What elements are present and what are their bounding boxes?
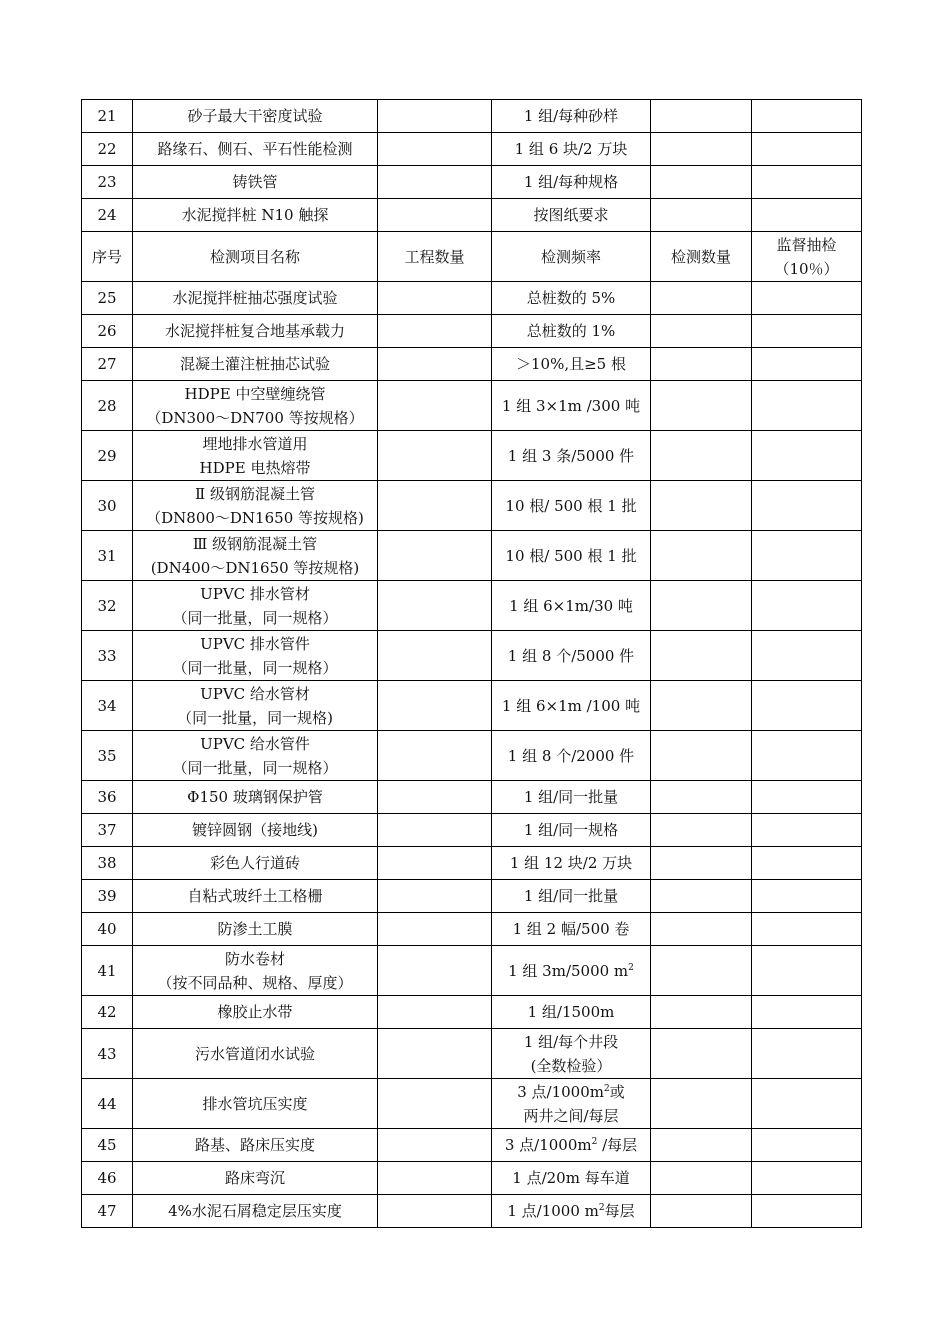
item-name-line: Φ150 玻璃钢保护管 bbox=[187, 788, 323, 806]
supervision-sample bbox=[752, 996, 862, 1029]
test-count bbox=[651, 731, 752, 781]
test-count bbox=[651, 996, 752, 1029]
item-name bbox=[133, 166, 378, 199]
test-frequency-line: 1 组 12 块/2 万块 bbox=[509, 854, 633, 872]
header-supervision bbox=[752, 232, 862, 282]
table-row bbox=[82, 814, 862, 847]
header-quantity: 工程数量 bbox=[378, 232, 492, 282]
test-count bbox=[651, 348, 752, 381]
row-number: 32 bbox=[82, 581, 133, 631]
test-count bbox=[651, 199, 752, 232]
supervision-sample bbox=[752, 946, 862, 996]
test-frequency-line: 总桩数的 5% bbox=[526, 289, 616, 307]
test-count bbox=[651, 814, 752, 847]
test-frequency-line: 按图纸要求 bbox=[533, 206, 609, 224]
table-row bbox=[82, 731, 862, 781]
item-name bbox=[133, 1162, 378, 1195]
supervision-sample bbox=[752, 781, 862, 814]
row-number: 21 bbox=[82, 100, 133, 133]
row-number: 25 bbox=[82, 282, 133, 315]
item-name-line: UPVC 排水管件 bbox=[200, 634, 310, 653]
item-name-line: 污水管道闭水试验 bbox=[194, 1044, 315, 1063]
test-frequency-line: 1 组/1500m bbox=[527, 1003, 615, 1021]
item-name-line: 排水管坑压实度 bbox=[202, 1094, 308, 1113]
table-row bbox=[82, 1129, 862, 1162]
test-frequency-line: 1 组 8 个/5000 件 bbox=[507, 646, 635, 665]
item-name-line: （同一批量，同一规格） bbox=[172, 758, 338, 777]
supervision-sample bbox=[752, 814, 862, 847]
item-name bbox=[133, 1195, 378, 1228]
test-frequency bbox=[492, 913, 651, 946]
item-name bbox=[133, 814, 378, 847]
engineering-quantity bbox=[378, 431, 492, 481]
test-frequency-line: 总桩数的 1% bbox=[526, 322, 616, 340]
item-name bbox=[133, 531, 378, 581]
supervision-sample bbox=[752, 348, 862, 381]
test-count bbox=[651, 1195, 752, 1228]
test-frequency bbox=[492, 1162, 651, 1195]
test-count bbox=[651, 1029, 752, 1079]
test-frequency-line: 1 组/同一批量 bbox=[523, 887, 619, 905]
supervision-sample bbox=[752, 315, 862, 348]
test-count bbox=[651, 282, 752, 315]
item-name bbox=[133, 381, 378, 431]
row-number: 27 bbox=[82, 348, 133, 381]
table-row bbox=[82, 282, 862, 315]
item-name bbox=[133, 631, 378, 681]
table-row bbox=[82, 166, 862, 199]
header-name: 检测项目名称 bbox=[133, 232, 378, 282]
test-frequency bbox=[492, 381, 651, 431]
item-name bbox=[133, 1029, 378, 1079]
test-frequency-line: 1 组/同一批量 bbox=[523, 788, 619, 806]
row-number: 39 bbox=[82, 880, 133, 913]
item-name bbox=[133, 1129, 378, 1162]
supervision-sample bbox=[752, 1029, 862, 1079]
item-name-line: （同一批量，同一规格） bbox=[172, 658, 338, 677]
engineering-quantity bbox=[378, 348, 492, 381]
table-row bbox=[82, 1029, 862, 1079]
item-name-line: 埋地排水管道用 bbox=[202, 434, 308, 453]
supervision-sample bbox=[752, 481, 862, 531]
row-number: 30 bbox=[82, 481, 133, 531]
item-name-line: 4%水泥石屑稳定层压实度 bbox=[168, 1202, 342, 1220]
inspection-table bbox=[81, 99, 862, 1228]
table-header-row bbox=[82, 232, 862, 282]
engineering-quantity bbox=[378, 581, 492, 631]
supervision-sample bbox=[752, 631, 862, 681]
engineering-quantity bbox=[378, 282, 492, 315]
item-name bbox=[133, 880, 378, 913]
test-count bbox=[651, 481, 752, 531]
test-frequency bbox=[492, 166, 651, 199]
table-row bbox=[82, 581, 862, 631]
table-row bbox=[82, 381, 862, 431]
test-frequency bbox=[492, 880, 651, 913]
test-frequency bbox=[492, 348, 651, 381]
engineering-quantity bbox=[378, 100, 492, 133]
test-frequency bbox=[492, 133, 651, 166]
test-count bbox=[651, 1162, 752, 1195]
supervision-sample bbox=[752, 199, 862, 232]
test-frequency bbox=[492, 315, 651, 348]
engineering-quantity bbox=[378, 133, 492, 166]
test-frequency bbox=[492, 431, 651, 481]
item-name-line: Ⅱ 级钢筋混凝土管 bbox=[195, 484, 315, 503]
test-frequency-line: (全数检验） bbox=[530, 1056, 612, 1075]
test-frequency bbox=[492, 814, 651, 847]
test-count bbox=[651, 100, 752, 133]
table-row bbox=[82, 880, 862, 913]
test-frequency-line: ＞10%,且≥5 根 bbox=[516, 355, 626, 373]
engineering-quantity bbox=[378, 381, 492, 431]
test-count bbox=[651, 133, 752, 166]
table-row bbox=[82, 781, 862, 814]
item-name-line: （DN300～DN700 等按规格） bbox=[146, 408, 364, 427]
row-number: 24 bbox=[82, 199, 133, 232]
test-frequency-line: 1 点/1000 $m^2$每层 bbox=[507, 1202, 635, 1220]
test-count bbox=[651, 681, 752, 731]
test-frequency bbox=[492, 996, 651, 1029]
engineering-quantity bbox=[378, 731, 492, 781]
test-frequency-line: 3 点$/1000m^2$ /每层 bbox=[504, 1136, 638, 1154]
item-name-line: 防渗土工膜 bbox=[217, 920, 293, 938]
item-name-line: 防水卷材 bbox=[224, 949, 285, 968]
table-row bbox=[82, 1079, 862, 1129]
engineering-quantity bbox=[378, 1162, 492, 1195]
header-supervision-line: 监督抽检 bbox=[776, 235, 837, 254]
test-count bbox=[651, 581, 752, 631]
item-name-line: 路缘石、侧石、平石性能检测 bbox=[157, 140, 353, 158]
row-number: 37 bbox=[82, 814, 133, 847]
test-count bbox=[651, 166, 752, 199]
test-frequency bbox=[492, 1195, 651, 1228]
engineering-quantity bbox=[378, 166, 492, 199]
item-name-line: （DN800～DN1650 等按规格) bbox=[146, 508, 364, 527]
engineering-quantity bbox=[378, 1195, 492, 1228]
engineering-quantity bbox=[378, 199, 492, 232]
test-frequency bbox=[492, 1029, 651, 1079]
row-number: 45 bbox=[82, 1129, 133, 1162]
row-number: 42 bbox=[82, 996, 133, 1029]
test-frequency bbox=[492, 282, 651, 315]
test-frequency bbox=[492, 199, 651, 232]
supervision-sample bbox=[752, 166, 862, 199]
test-frequency-line: 1 组/同一规格 bbox=[523, 821, 619, 839]
table-row bbox=[82, 431, 862, 481]
test-frequency-line: 1 组/每个井段 bbox=[523, 1032, 619, 1051]
supervision-sample bbox=[752, 133, 862, 166]
supervision-sample bbox=[752, 1195, 862, 1228]
engineering-quantity bbox=[378, 481, 492, 531]
test-frequency bbox=[492, 481, 651, 531]
test-frequency-line: 1 组 3m/5000 $m^2$ bbox=[508, 961, 634, 980]
table-row bbox=[82, 133, 862, 166]
test-frequency-line: 1 点/20m 每车道 bbox=[512, 1169, 630, 1187]
item-name bbox=[133, 315, 378, 348]
test-frequency bbox=[492, 100, 651, 133]
test-frequency bbox=[492, 1079, 651, 1129]
item-name bbox=[133, 913, 378, 946]
table-row bbox=[82, 315, 862, 348]
test-count bbox=[651, 431, 752, 481]
supervision-sample bbox=[752, 100, 862, 133]
item-name bbox=[133, 1079, 378, 1129]
item-name-line: UPVC 排水管材 bbox=[200, 584, 310, 603]
engineering-quantity bbox=[378, 880, 492, 913]
test-frequency bbox=[492, 847, 651, 880]
test-frequency-line: 3 点$/1000m^2$或 bbox=[517, 1082, 625, 1101]
item-name-line: HDPE 中空壁缠绕管 bbox=[184, 384, 326, 403]
test-frequency-line: 1 组 8 个/2000 件 bbox=[507, 746, 635, 765]
row-number: 26 bbox=[82, 315, 133, 348]
table-row bbox=[82, 199, 862, 232]
row-number: 41 bbox=[82, 946, 133, 996]
test-count bbox=[651, 946, 752, 996]
row-number: 46 bbox=[82, 1162, 133, 1195]
item-name bbox=[133, 133, 378, 166]
row-number: 47 bbox=[82, 1195, 133, 1228]
item-name bbox=[133, 996, 378, 1029]
supervision-sample bbox=[752, 1162, 862, 1195]
row-number: 40 bbox=[82, 913, 133, 946]
table-row bbox=[82, 348, 862, 381]
test-count bbox=[651, 781, 752, 814]
test-count bbox=[651, 315, 752, 348]
test-frequency-line: 10 根/ 500 根 1 批 bbox=[505, 546, 637, 565]
item-name-line: 水泥搅拌桩 N10 触探 bbox=[181, 206, 329, 224]
item-name-line: 路基、路床压实度 bbox=[194, 1136, 315, 1154]
test-frequency-line: 1 组 3×1m /300 吨 bbox=[501, 396, 641, 415]
item-name-line: 混凝土灌注桩抽芯试验 bbox=[179, 355, 330, 373]
item-name-line: 铸铁管 bbox=[232, 173, 278, 191]
row-number: 35 bbox=[82, 731, 133, 781]
supervision-sample bbox=[752, 1129, 862, 1162]
supervision-sample bbox=[752, 731, 862, 781]
test-count bbox=[651, 381, 752, 431]
supervision-sample bbox=[752, 681, 862, 731]
test-frequency bbox=[492, 631, 651, 681]
table-row bbox=[82, 1195, 862, 1228]
item-name-line: （按不同品种、规格、厚度） bbox=[157, 973, 353, 992]
item-name bbox=[133, 199, 378, 232]
table-row bbox=[82, 996, 862, 1029]
item-name-line: （同一批量，同一规格) bbox=[177, 708, 333, 727]
item-name bbox=[133, 847, 378, 880]
row-number: 38 bbox=[82, 847, 133, 880]
engineering-quantity bbox=[378, 631, 492, 681]
row-number: 28 bbox=[82, 381, 133, 431]
supervision-sample bbox=[752, 531, 862, 581]
item-name-line: 镀锌圆钢（接地线) bbox=[192, 821, 318, 839]
engineering-quantity bbox=[378, 946, 492, 996]
row-number: 34 bbox=[82, 681, 133, 731]
engineering-quantity bbox=[378, 1079, 492, 1129]
test-frequency-line: 10 根/ 500 根 1 批 bbox=[505, 496, 637, 515]
row-number: 44 bbox=[82, 1079, 133, 1129]
header-count: 检测数量 bbox=[651, 232, 752, 282]
item-name-line: UPVC 给水管材 bbox=[200, 684, 310, 703]
item-name-line: HDPE 电热熔带 bbox=[199, 458, 311, 477]
row-number: 22 bbox=[82, 133, 133, 166]
item-name-line: (DN400～DN1650 等按规格) bbox=[150, 558, 360, 577]
engineering-quantity bbox=[378, 913, 492, 946]
item-name-line: 水泥搅拌桩抽芯强度试验 bbox=[172, 289, 338, 307]
test-frequency-line: 1 组 6×1m/30 吨 bbox=[509, 596, 633, 615]
table-row bbox=[82, 1162, 862, 1195]
row-number: 43 bbox=[82, 1029, 133, 1079]
supervision-sample bbox=[752, 1079, 862, 1129]
test-count bbox=[651, 631, 752, 681]
test-frequency bbox=[492, 1129, 651, 1162]
item-name bbox=[133, 946, 378, 996]
row-number: 31 bbox=[82, 531, 133, 581]
table-row bbox=[82, 531, 862, 581]
test-count bbox=[651, 1079, 752, 1129]
item-name bbox=[133, 282, 378, 315]
engineering-quantity bbox=[378, 1029, 492, 1079]
engineering-quantity bbox=[378, 681, 492, 731]
item-name bbox=[133, 581, 378, 631]
engineering-quantity bbox=[378, 814, 492, 847]
table-body bbox=[82, 100, 862, 1228]
supervision-sample bbox=[752, 381, 862, 431]
test-frequency bbox=[492, 681, 651, 731]
supervision-sample bbox=[752, 431, 862, 481]
test-count bbox=[651, 847, 752, 880]
header-no: 序号 bbox=[82, 232, 133, 282]
supervision-sample bbox=[752, 581, 862, 631]
test-count bbox=[651, 880, 752, 913]
item-name-line: 路床弯沉 bbox=[224, 1169, 285, 1187]
test-frequency-line: 两井之间/每层 bbox=[523, 1106, 619, 1125]
test-count bbox=[651, 531, 752, 581]
engineering-quantity bbox=[378, 315, 492, 348]
test-frequency bbox=[492, 946, 651, 996]
test-frequency bbox=[492, 731, 651, 781]
test-count bbox=[651, 1129, 752, 1162]
item-name-line: （同一批量，同一规格） bbox=[172, 608, 338, 627]
row-number: 29 bbox=[82, 431, 133, 481]
test-frequency-line: 1 组 3 条/5000 件 bbox=[507, 446, 635, 465]
test-count bbox=[651, 913, 752, 946]
table-row bbox=[82, 847, 862, 880]
engineering-quantity bbox=[378, 996, 492, 1029]
engineering-quantity bbox=[378, 847, 492, 880]
table-row bbox=[82, 481, 862, 531]
supervision-sample bbox=[752, 880, 862, 913]
test-frequency bbox=[492, 581, 651, 631]
test-frequency-line: 1 组 6×1m /100 吨 bbox=[501, 696, 641, 715]
supervision-sample bbox=[752, 847, 862, 880]
item-name bbox=[133, 681, 378, 731]
item-name-line: 水泥搅拌桩复合地基承载力 bbox=[164, 322, 345, 340]
item-name bbox=[133, 481, 378, 531]
test-frequency-line: 1 组/每种砂样 bbox=[523, 107, 619, 125]
item-name bbox=[133, 731, 378, 781]
engineering-quantity bbox=[378, 781, 492, 814]
test-frequency-line: 1 组 6 块/2 万块 bbox=[514, 140, 628, 158]
row-number: 33 bbox=[82, 631, 133, 681]
supervision-sample bbox=[752, 282, 862, 315]
item-name-line: Ⅲ 级钢筋混凝土管 bbox=[192, 534, 318, 553]
test-frequency-line: 1 组/每种规格 bbox=[523, 173, 619, 191]
engineering-quantity bbox=[378, 1129, 492, 1162]
header-supervision-line: （10％） bbox=[774, 259, 839, 278]
engineering-quantity bbox=[378, 531, 492, 581]
table-row bbox=[82, 913, 862, 946]
item-name bbox=[133, 348, 378, 381]
table-row bbox=[82, 100, 862, 133]
table-row bbox=[82, 681, 862, 731]
header-frequency: 检测频率 bbox=[492, 232, 651, 282]
supervision-sample bbox=[752, 913, 862, 946]
item-name-line: 自粘式玻纤土工格栅 bbox=[187, 887, 323, 905]
item-name bbox=[133, 431, 378, 481]
item-name bbox=[133, 100, 378, 133]
row-number: 23 bbox=[82, 166, 133, 199]
item-name-line: UPVC 给水管件 bbox=[200, 734, 310, 753]
test-frequency-line: 1 组 2 幅/500 卷 bbox=[512, 920, 630, 938]
test-frequency bbox=[492, 531, 651, 581]
item-name bbox=[133, 781, 378, 814]
item-name-line: 彩色人行道砖 bbox=[209, 854, 300, 872]
test-frequency bbox=[492, 781, 651, 814]
table-row bbox=[82, 631, 862, 681]
item-name-line: 橡胶止水带 bbox=[217, 1003, 293, 1021]
row-number: 36 bbox=[82, 781, 133, 814]
table-row bbox=[82, 946, 862, 996]
item-name-line: 砂子最大干密度试验 bbox=[187, 107, 323, 125]
